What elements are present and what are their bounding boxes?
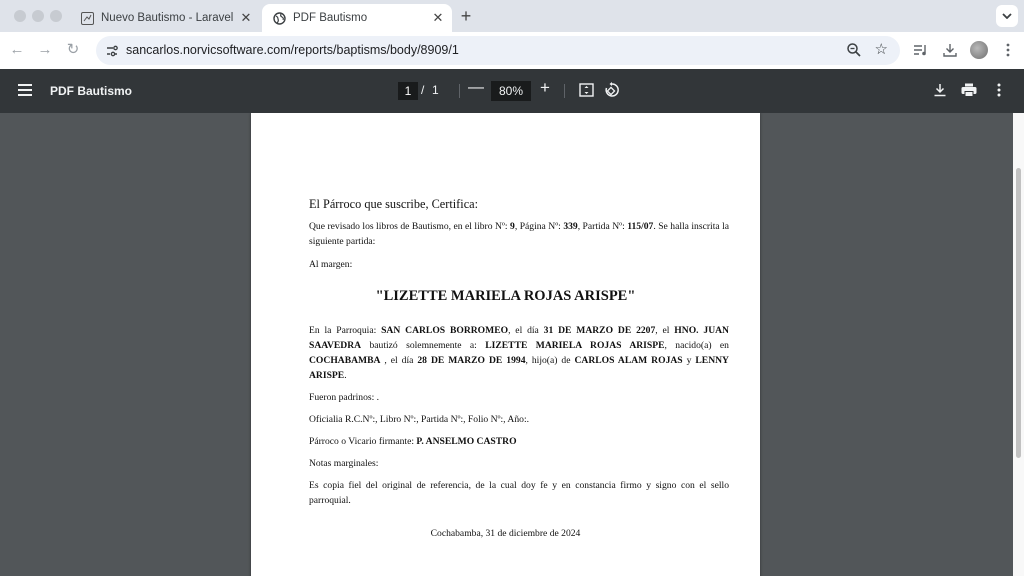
padre: CARLOS ALAM ROJAS [574,355,683,366]
address-bar[interactable] [96,36,900,65]
text: y [682,355,696,366]
text: Párroco o Vicario firmante: [309,436,417,447]
fecha-nacimiento: 28 DE MARZO DE 1994 [417,355,526,366]
downloads-icon[interactable] [941,41,959,59]
back-button[interactable]: ← [9,41,25,58]
tab-close-button[interactable]: ✕ [432,10,444,25]
firmante-line [309,434,729,449]
baptized-name-title: "LIZETTE MARIELA ROJAS ARISPE" [375,288,636,304]
fecha-bautismo: 31 DE MARZO DE 2207 [543,325,656,336]
text: Que revisado los libros de Bautismo, en el libro Nº: [309,221,511,232]
tab-nuevo-bautismo[interactable] [70,4,260,32]
al-margen-label: Al margen: [309,259,353,270]
window-close-button[interactable] [14,10,26,22]
text: , nacido(a) en [664,340,729,351]
zoom-in-button[interactable]: + [540,78,550,97]
browser-tabstrip [0,0,1024,32]
closing-paragraph: Es copia fiel del original de referencia, de la cual doy fe y en constancia firmo y signo con el sello parroquial. [309,480,729,506]
madre: LENNY ARISPE [309,355,729,381]
page-number-input[interactable]: 1 [398,82,418,100]
text: En la Parroquia: [309,325,382,336]
intro-paragraph [309,219,729,249]
browser-toolbar [0,32,1024,69]
reload-button[interactable]: ↻ [66,41,80,58]
place-and-date: Cochabamba, 31 de diciembre de 2024 [430,528,581,539]
url-text[interactable]: sancarlos.norvicsoftware.com/reports/baptisms/body/8909/1 [126,43,459,57]
pagina-number: 339 [563,221,578,232]
text: . [344,370,347,381]
lugar-nacimiento: COCHABAMBA [309,355,381,366]
text: , el día [380,355,418,366]
total-pages: 1 [432,83,439,97]
notas-marginales-line: Notas marginales: [309,458,379,469]
text: , el [655,325,675,336]
pdf-document-title: PDF Bautismo [50,84,133,98]
zoom-level-input[interactable]: 80% [491,81,531,101]
text: , el día [508,325,544,336]
toolbar-divider [564,84,565,98]
window-minimize-button[interactable] [32,10,44,22]
pdf-page [251,113,760,576]
text: , Partida Nº: [577,221,628,232]
site-info-icon[interactable] [104,43,120,59]
text: , Página Nº: [514,221,564,232]
pdf-toolbar [0,69,1024,113]
text: . Se halla inscrita la siguiente partida: [309,221,729,247]
media-controls-icon[interactable] [912,41,930,59]
tab-title: Nuevo Bautismo - Laravel [101,12,234,24]
toolbar-divider [459,84,460,98]
print-icon[interactable] [961,82,977,98]
tab-close-button[interactable]: ✕ [240,10,252,25]
zoom-indicator-icon[interactable] [846,42,862,58]
chevron-down-icon [1002,13,1012,19]
globe-icon [272,11,286,25]
ministro: HNO. JUAN SAAVEDRA [309,325,729,351]
hamburger-menu-icon[interactable] [17,83,33,97]
firmante-name: P. ANSELMO CASTRO [416,436,517,447]
page-separator: / [421,83,425,97]
pdf-more-options-icon[interactable] [991,82,1007,98]
fit-to-page-icon[interactable] [579,83,594,97]
bookmark-star-icon[interactable]: ☆ [874,41,888,58]
tab-search-button[interactable] [996,5,1018,27]
browser-menu-icon[interactable] [999,41,1017,59]
pdf-viewer-canvas[interactable] [0,113,1013,576]
rotate-icon[interactable] [604,82,620,98]
zoom-out-button[interactable]: — [468,79,484,96]
new-tab-button[interactable]: + [460,6,472,26]
text: , hijo(a) de [525,355,575,366]
padrinos-line: Fueron padrinos: . [309,392,380,403]
partida-number: 115/07 [627,221,654,232]
window-maximize-button[interactable] [50,10,62,22]
certificate-heading: El Párroco que suscribe, Certifica: [309,197,479,211]
tab-title: PDF Bautismo [293,12,368,24]
scrollbar-thumb[interactable] [1016,168,1021,458]
oficialia-line: Oficialia R.C.Nº:, Libro Nº:, Partida Nº:, Folio Nº:, Año:. [309,414,530,425]
bautizado: LIZETTE MARIELA ROJAS ARISPE [485,340,665,351]
libro-number: 9 [510,221,515,232]
baptism-body-paragraph [309,323,729,383]
vertical-scrollbar[interactable] [1013,113,1024,576]
text: bautizó solemnemente a: [361,340,486,351]
parroquia: SAN CARLOS BORROMEO [381,325,509,336]
pdf-download-icon[interactable] [932,82,948,98]
profile-avatar[interactable] [970,41,988,59]
laravel-page-icon [80,11,94,25]
tab-pdf-bautismo[interactable] [262,4,452,32]
forward-button[interactable]: → [37,41,53,58]
